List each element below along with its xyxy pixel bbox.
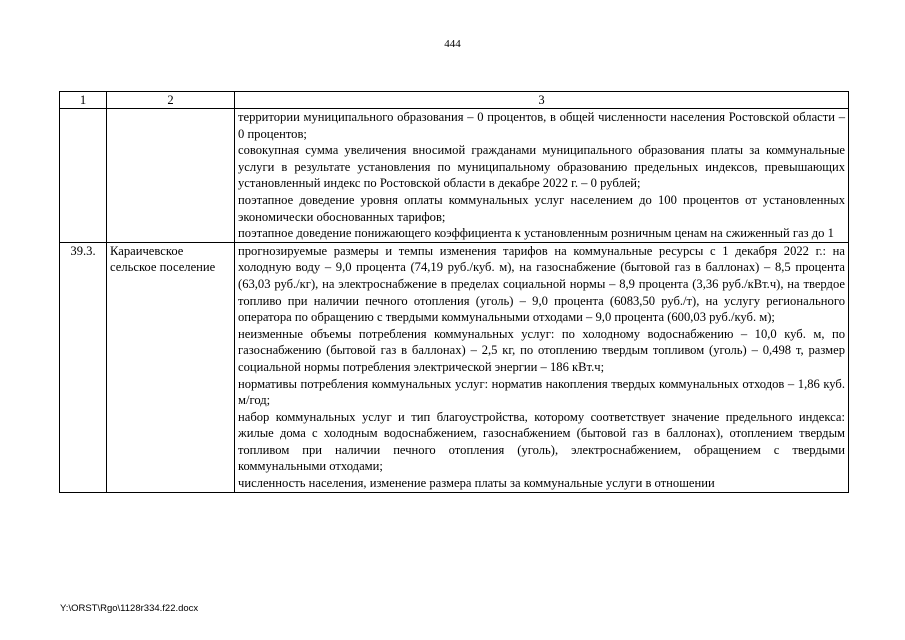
paragraph: неизменные объемы потребления коммунальных услуг: по холодному водоснабжению – 10,0 куб. м, по газоснабжению (бытовой газ в баллонах) – 2,5 кг, по отоплению твердым топливом (уголь) – 0,498 т, размер социальной нормы потребления электрической энергии – 186 кВт.ч; — [238, 326, 845, 374]
header-cell-1: 1 — [60, 92, 107, 109]
municipality-name-cell: Караичевское сельское поселение — [107, 242, 235, 492]
paragraph: поэтапное доведение уровня оплаты коммунальных услуг населением до 100 процентов от установленных экономически обоснованных тарифов; — [238, 192, 845, 224]
paragraph: совокупная сумма увеличения вносимой гражданами муниципального образования платы за коммунальные услуги в результате установления по муниципальному образованию предельных индексов, превышающих установленный индекс по Ростовской области в декабре 2022 г. – 0 рублей; — [238, 143, 845, 191]
paragraph: территории муниципального образования – 0 процентов, в общей численности населения Ростовской области – 0 процентов; — [238, 110, 845, 141]
row-content-cell — [235, 242, 849, 492]
continued-number-cell — [60, 109, 107, 243]
paragraph: прогнозируемые размеры и темпы изменения тарифов на коммунальные ресурсы с 1 декабря 2022 г.: на холодную воду – 9,0 процента (74,19 руб./куб. м), на газоснабжение (бытовой газ в баллонах) – 8,5 процента (63,03 руб./кг), на электроснабжение в пределах социальной нормы – 8,9 процента (3,36 руб./кВт.ч), на твердое топливо при наличии печного отопления (уголь) – 9,0 процента (6083,50 руб./т), на услугу регионального оператора по обращению с твердыми коммунальными отходами – 9,0 процента (600,03 руб./куб. м); — [238, 243, 845, 325]
header-cell-3: 3 — [235, 92, 849, 109]
paragraph: поэтапное доведение понижающего коэффициента к установленным розничным ценам на сжиженный газ до 1 — [238, 226, 834, 241]
header-cell-2: 2 — [107, 92, 235, 109]
tariff-table — [59, 91, 849, 493]
paragraph: численность населения, изменение размера платы за коммунальные услуги в отношении — [238, 476, 715, 491]
table-header-row — [60, 92, 849, 109]
page-number: 444 — [444, 38, 461, 50]
row-number-cell: 39.3. — [60, 242, 107, 492]
paragraph: нормативы потребления коммунальных услуг: норматив накопления твердых коммунальных отходов – 1,86 куб. м/год; — [238, 376, 845, 408]
continued-name-cell — [107, 109, 235, 243]
table-row-39-3 — [60, 242, 849, 492]
paragraph: набор коммунальных услуг и тип благоустройства, которому соответствует значение предельного индекса: жилые дома с холодным водоснабжением, газоснабжением (бытовой газ в баллонах), отоплением твердым топливом при наличии печного отопления (уголь), электроснабжением, обращением с твердыми коммунальными отходами; — [238, 409, 845, 474]
continued-content-cell — [235, 109, 849, 243]
footer-file-path: Y:\ORST\Rgo\1128r334.f22.docx — [60, 603, 199, 614]
table-row-continued — [60, 109, 849, 243]
